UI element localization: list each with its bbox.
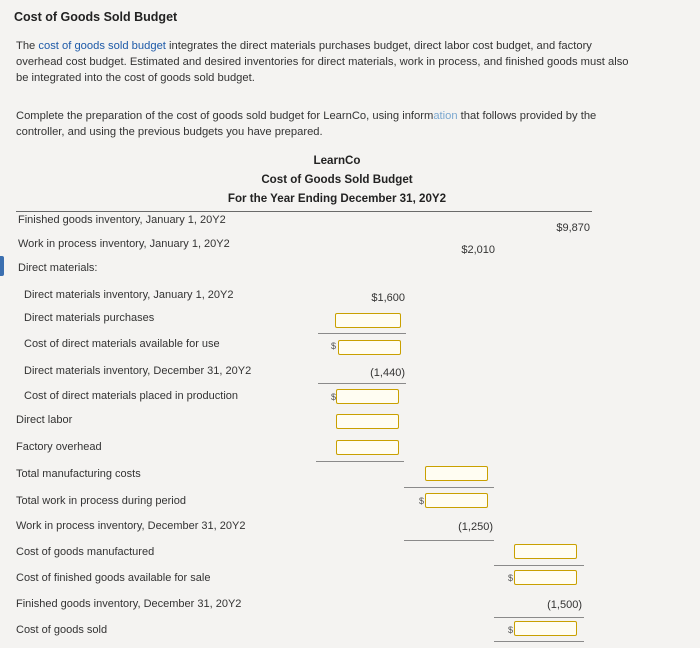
intro-text: The: [16, 40, 39, 52]
subtotal-rule: [318, 333, 406, 334]
dm-available-label: Cost of direct materials available for use: [24, 338, 220, 350]
factory-overhead-input[interactable]: [336, 440, 399, 455]
cogm-label: Cost of goods manufactured: [16, 546, 155, 558]
statement-name: Cost of Goods Sold Budget: [261, 173, 413, 186]
fg-begin-label: Finished goods inventory, January 1, 20Y2: [18, 214, 226, 226]
dm-used-input[interactable]: [336, 389, 399, 404]
dollar-sign: $: [508, 625, 514, 635]
dm-begin-label: Direct materials inventory, January 1, 20Y2: [24, 289, 234, 301]
total-rule: [494, 641, 584, 642]
cogs-input[interactable]: [514, 621, 577, 636]
statement-period: For the Year Ending December 31, 20Y2: [227, 192, 447, 205]
focus-indicator: [0, 256, 4, 276]
wip-begin-label: Work in process inventory, January 1, 20Y2: [18, 238, 230, 250]
intro-text: integrates the direct materials purchases budget, direct labor cost budget, and factory: [165, 40, 592, 52]
subtotal-rule: [404, 487, 494, 488]
dm-purchases-label: Direct materials purchases: [24, 312, 155, 324]
intro-text: overhead cost budget. Estimated and desired inventories for direct materials, work in process, and finished goods must also: [16, 56, 629, 68]
fg-available-label: Cost of finished goods available for sale: [16, 572, 211, 584]
cogs-label: Cost of goods sold: [16, 624, 108, 636]
subtotal-rule: [316, 461, 404, 462]
header-rule: [16, 211, 592, 212]
intro-text: be integrated into the cost of goods sold budget.: [16, 72, 255, 84]
dollar-sign: $: [331, 341, 337, 351]
factory-overhead-label: Factory overhead: [16, 441, 102, 453]
dollar-sign: $: [508, 573, 514, 583]
company-name: LearnCo: [313, 154, 361, 167]
fg-end-value: (1,500): [547, 599, 582, 611]
total-mfg-input[interactable]: [425, 466, 488, 481]
subtotal-rule: [404, 540, 494, 541]
direct-labor-label: Direct labor: [16, 414, 73, 426]
subtotal-rule: [494, 565, 584, 566]
dm-used-label: Cost of direct materials placed in production: [24, 390, 238, 402]
fg-begin-value: $9,870: [556, 222, 590, 234]
dm-purchases-input[interactable]: [335, 313, 401, 328]
fg-available-input[interactable]: [514, 570, 577, 585]
dm-end-label: Direct materials inventory, December 31, 20Y2: [24, 365, 252, 377]
wip-begin-value: $2,010: [461, 244, 495, 256]
total-mfg-label: Total manufacturing costs: [16, 468, 141, 480]
direct-labor-input[interactable]: [336, 414, 399, 429]
fg-end-label: Finished goods inventory, December 31, 20Y2: [16, 598, 242, 610]
total-wip-input[interactable]: [425, 493, 488, 508]
subtotal-rule: [318, 383, 406, 384]
instructions-text: that follows provided by the: [457, 110, 597, 122]
wip-end-value: (1,250): [458, 521, 493, 533]
wip-end-label: Work in process inventory, December 31, 20Y2: [16, 520, 246, 532]
intro-paragraph: [16, 38, 696, 86]
instructions-paragraph: [16, 108, 696, 140]
page-title: Cost of Goods Sold Budget: [14, 10, 178, 24]
instructions-text: ation: [433, 110, 458, 122]
dm-begin-value: $1,600: [371, 292, 405, 304]
cogs-budget-link[interactable]: cost of goods sold budget: [38, 40, 166, 52]
dm-end-value: (1,440): [370, 367, 405, 379]
dollar-sign: $: [331, 392, 337, 402]
dollar-sign: $: [419, 496, 425, 506]
cogm-input[interactable]: [514, 544, 577, 559]
dm-header-label: Direct materials:: [18, 262, 98, 274]
total-wip-label: Total work in process during period: [16, 495, 186, 507]
instructions-text: controller, and using the previous budgets you have prepared.: [16, 126, 323, 138]
dm-available-input[interactable]: [338, 340, 401, 355]
subtotal-rule: [494, 617, 584, 618]
instructions-text: Complete the preparation of the cost of goods sold budget for LearnCo, using inform: [16, 110, 434, 122]
